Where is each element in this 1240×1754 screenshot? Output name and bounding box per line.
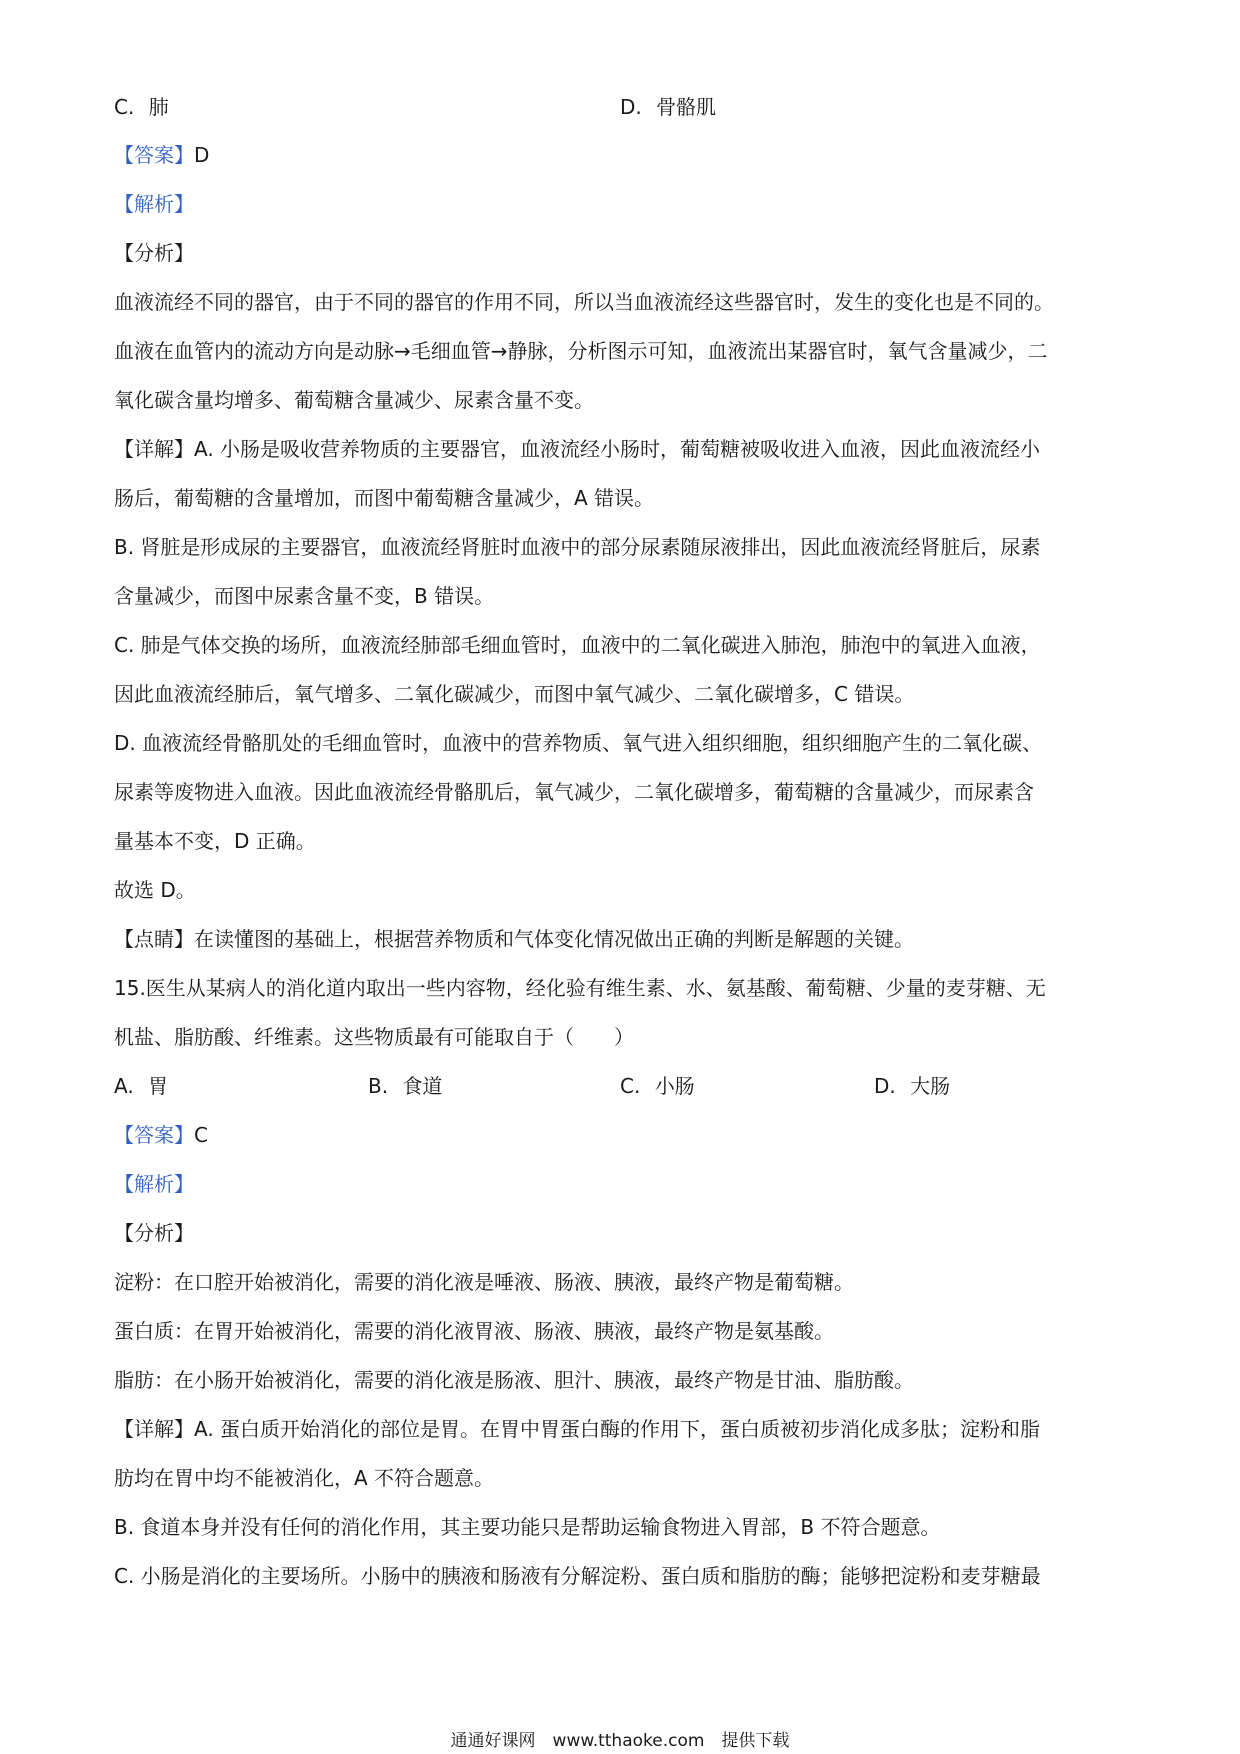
option-c xyxy=(114,93,169,121)
question-line: 15.医生从某病人的消化道内取出一些内容物，经化验有维生素、水、氨基酸、葡萄糖、少量的麦芽糖、无 xyxy=(114,976,1046,1000)
text-line: 淀粉：在口腔开始被消化，需要的消化液是唾液、肠液、胰液，最终产物是葡萄糖。 xyxy=(114,1270,854,1294)
text-line: 肠后，葡萄糖的含量增加，而图中葡萄糖含量减少，A 错误。 xyxy=(114,486,655,510)
option-text: 大肠 xyxy=(910,1074,951,1098)
text-line: 血液在血管内的流动方向是动脉→毛细血管→静脉，分析图示可知，血液流出某器官时，氧气含量减少，二 xyxy=(114,339,1048,363)
option-label: A. xyxy=(114,1074,134,1098)
analysis-tag: 【解析】 xyxy=(114,192,194,216)
text-line: 肪均在胃中均不能被消化，A 不符合题意。 xyxy=(114,1466,495,1490)
fenxi-tag: 【分析】 xyxy=(114,241,194,265)
text-line: 氧化碳含量均增多、葡萄糖含量减少、尿素含量不变。 xyxy=(114,388,594,412)
option-label: C. xyxy=(114,95,135,119)
answer-line xyxy=(114,1121,208,1149)
analysis-tag: 【解析】 xyxy=(114,1172,194,1196)
text-line: D. 血液流经骨骼肌处的毛细血管时，血液中的营养物质、氧气进入组织细胞，组织细胞产生的二氧化碳、 xyxy=(114,731,1043,755)
text-line: C. 小肠是消化的主要场所。小肠中的胰液和肠液有分解淀粉、蛋白质和脂肪的酶；能够把淀粉和麦芽糖最 xyxy=(114,1564,1041,1588)
option-b xyxy=(368,1072,442,1100)
option-label: B. xyxy=(368,1074,389,1098)
answer-line xyxy=(114,141,209,169)
option-label: D. xyxy=(874,1074,896,1098)
option-c xyxy=(620,1072,695,1100)
text-line: 尿素等废物进入血液。因此血液流经骨骼肌后，氧气减少，二氧化碳增多，葡萄糖的含量减少，而尿素含 xyxy=(114,780,1034,804)
option-text: 小肠 xyxy=(654,1074,695,1098)
text-line: 【详解】A. 蛋白质开始消化的部位是胃。在胃中胃蛋白酶的作用下，蛋白质被初步消化成多肽；淀粉和脂 xyxy=(114,1417,1041,1441)
option-label: D. xyxy=(620,95,642,119)
question-line: 机盐、脂肪酸、纤维素。这些物质最有可能取自于（ ） xyxy=(114,1025,634,1049)
text-line: C. 肺是气体交换的场所，血液流经肺部毛细血管时，血液中的二氧化碳进入肺泡，肺泡中的氧进入血液， xyxy=(114,633,1041,657)
text-line: 蛋白质：在胃开始被消化，需要的消化液胃液、肠液、胰液，最终产物是氨基酸。 xyxy=(114,1319,834,1343)
option-text: 肺 xyxy=(148,95,169,119)
text-line: 【详解】A. 小肠是吸收营养物质的主要器官，血液流经小肠时，葡萄糖被吸收进入血液，因此血液流经小 xyxy=(114,437,1041,461)
page-footer: 通通好课网 www.tthaoke.com 提供下载 xyxy=(450,1731,790,1751)
answer-value: C xyxy=(194,1123,208,1147)
text-line: B. 食道本身并没有任何的消化作用，其主要功能只是帮助运输食物进入胃部，B 不符合题意。 xyxy=(114,1515,941,1539)
text-line: 脂肪：在小肠开始被消化，需要的消化液是肠液、胆汁、胰液，最终产物是甘油、脂肪酸。 xyxy=(114,1368,914,1392)
option-label: C. xyxy=(620,1074,641,1098)
answer-tag: 【答案】 xyxy=(114,1123,194,1147)
option-text: 食道 xyxy=(402,1074,443,1098)
option-a xyxy=(114,1072,168,1100)
fenxi-tag: 【分析】 xyxy=(114,1221,194,1245)
text-line: 因此血液流经肺后，氧气增多、二氧化碳减少，而图中氧气减少、二氧化碳增多，C 错误。 xyxy=(114,682,915,706)
answer-tag: 【答案】 xyxy=(114,143,194,167)
option-text: 骨骼肌 xyxy=(656,95,717,119)
text-line: 含量减少，而图中尿素含量不变，B 错误。 xyxy=(114,584,495,608)
conclusion-line: 故选 D。 xyxy=(114,878,196,902)
text-line: 血液流经不同的器官，由于不同的器官的作用不同，所以当血液流经这些器官时，发生的变化也是不同的。 xyxy=(114,290,1054,314)
dianjing-line: 【点睛】在读懂图的基础上，根据营养物质和气体变化情况做出正确的判断是解题的关键。 xyxy=(114,927,914,951)
text-line: B. 肾脏是形成尿的主要器官，血液流经肾脏时血液中的部分尿素随尿液排出，因此血液流经肾脏后，尿素 xyxy=(114,535,1041,559)
text-line: 量基本不变，D 正确。 xyxy=(114,829,316,853)
option-text: 胃 xyxy=(148,1074,169,1098)
option-d xyxy=(874,1072,950,1100)
answer-value: D xyxy=(194,143,210,167)
option-d xyxy=(620,93,716,121)
